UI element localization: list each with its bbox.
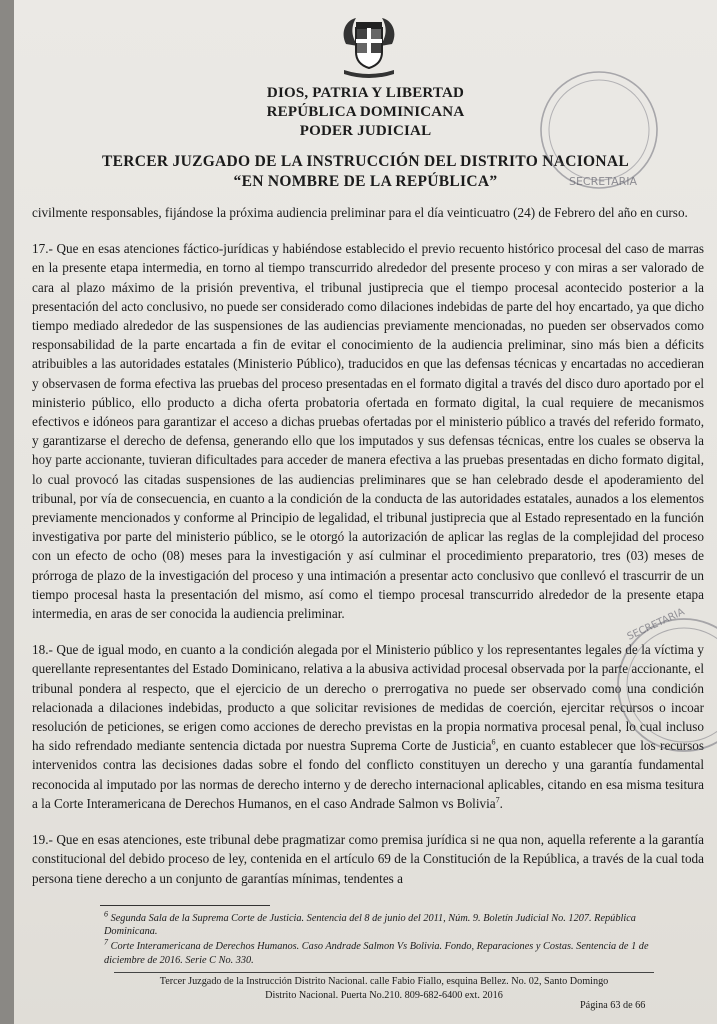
footnote-6-text: Segunda Sala de la Suprema Corte de Justicia. Sentencia del 8 de junio del 2011, Núm. 9. Boletín Judicial No. 1207. República Dominicana.	[104, 913, 636, 938]
secretaria-stamp-right-icon	[599, 600, 717, 770]
paragraph-19: 19.- Que en esas atenciones, este tribunal debe pragmatizar como premisa jurídica si ne qua non, aquella referente a la garantía constitucional del debido proceso de ley, contenida en el artículo 69 de la Constitución de la República, a través de la cual toda persona tiene derecho a un conjunto de garantías mínimas, tendentes a	[32, 832, 704, 886]
footnote-7-text: Corte Interamericana de Derechos Humanos. Caso Andrade Salmon Vs Bolivia. Fondo, Reparaciones y Costas. Sentencia de 1 de diciembre de 2016. Serie C No. 330.	[104, 941, 649, 966]
judicial-branch: PODER JUDICIAL	[299, 123, 432, 139]
stamp-top-text: SECRETARIA	[569, 175, 638, 188]
invocation: “EN NOMBRE DE LA REPÚBLICA”	[233, 173, 498, 190]
paragraph-18-part-3: .	[499, 795, 503, 811]
footnote-ref-6: 6	[491, 737, 496, 747]
footnote-6	[104, 909, 664, 938]
footnote-divider	[100, 905, 270, 906]
country: REPÚBLICA DOMINICANA	[266, 104, 465, 120]
footer-address: Tercer Juzgado de la Instrucción Distrito Nacional. calle Fabio Fiallo, esquina Bellez. No. 02, Santo Domingo	[159, 976, 609, 987]
secretaria-stamp-top-icon	[529, 60, 659, 200]
paragraph-17: 17.- Que en esas atenciones fáctico-jurídicas y habiéndose establecido el previo recuento histórico procesal del caso de marras en la presente etapa intermedia, en torno al tiempo transcurrido alrededor del presente proceso y con miras a ser valorado de cara al plazo máximo de la prisión preventiva, el tribunal justiprecia que el tiempo procesal acontecido posterior a la presentación del acto conclusivo, no puede ser considerado como dilaciones indebidas de parte del hoy encartado, ya que dicho tiempo mediado alrededor de las suspensiones de las audiencias previamente mencionadas, no pueden ser observados como responsabilidad de la parte encartada a fin de evitar el conocimiento de la audiencia preliminar, sino más bien a déficits atribuibles a las autoridades estatales (Ministerio Público), traducidos en que las defensas técnicas y encartadas no accedieran y observasen de forma efectiva las pruebas del proceso presentadas en el formato digital a través del disco duro aportado por el ministerio público, ello producto a dicha oferta probatoria ofertada en formato digital, la cual requiere de mecanismos efectivos e idóneos para garantizar el acceso a dichas pruebas ofertadas por el ministerio público a través del referido formato, y garantizarse el derecho de defensa, generando ello que los imputados y sus defensas técnicas, entre los cuales se observa la hoy parte accionante, tuvieran dificultades para acceder de manera efectiva a las pruebas presentadas en dicho formato digital, lo cual provocó las citadas suspensiones de las audiencias preliminares que se han celebrado desde el apoderamiento del tribunal, por vía de consecuencia, en cuanto a la condición de la conducta de las autoridades estatales, aunados a los elementos previamente mencionados y conforme al Principio de legalidad, el tribunal justiprecia que al Estado representado en la función investigativa por parte del ministerio público, se le otorgó la autorización de aplicar las reglas de la complejidad del proceso con un efecto de ocho (08) meses para la investigación y así culminar el procedimiento preparatorio, tres (03) meses de prórroga de plazo de la investigación del proceso y una intimación a presentar acto conclusivo que conllevó el trascurrir de un tiempo procesal hasta la presentación del mismo, así como el tiempo procesal transcurrido alrededor de la presente etapa intermedia, en aras de ser conocida la audiencia preliminar.	[32, 241, 704, 622]
footnote-ref-7: 7	[495, 795, 500, 805]
footnote-7-mark: 7	[104, 937, 108, 947]
paragraph-continuation: civilmente responsables, fijándose la próxima audiencia preliminar para el día veinticuatro (24) de Febrero del año en curso.	[32, 205, 688, 220]
footer-divider	[114, 972, 654, 973]
page-footer	[114, 975, 654, 1002]
footer-contact: Distrito Nacional. Puerta No.210. 809-682-6400 ext. 2016	[265, 989, 503, 1001]
footnote-6-mark: 6	[104, 909, 108, 919]
footnote-7	[104, 937, 664, 966]
coat-of-arms-icon	[336, 14, 402, 80]
stamp-right-text: SECRETARIA	[625, 606, 687, 643]
page-number: Página 63 de 66	[580, 1000, 646, 1011]
document-body	[32, 203, 704, 905]
document-page	[14, 0, 717, 1024]
court-name: TERCER JUZGADO DE LA INSTRUCCIÓN DEL DISTRITO NACIONAL	[101, 153, 630, 170]
motto: DIOS, PATRIA Y LIBERTAD	[266, 85, 465, 101]
paragraph-18-part-2: , en cuanto establecer que los recursos intervenidos contra las decisiones dadas sobre el fondo del conflicto constituyen un derecho y una garantía fundamental reconocida al imputado por las normas de derecho interno y de derecho internacional aplicables, citando en esa misma tesitura a la Corte Interamericana de Derechos Humanos, en el caso Andrade Salmon vs Bolivia	[32, 738, 704, 811]
footnotes	[104, 909, 664, 969]
paragraph-18-part-1: 18.- Que de igual modo, en cuanto a la condición alegada por el Ministerio público y los representantes legales de la víctima y querellante representantes del Estado Dominicano, relativa a la abusiva actividad procesal observada por la parte accionante, el tribunal pondera al respecto, que el ejercicio de un derecho o prerrogativa no puede ser observado como una condición relacionada a dilaciones indebidas, producto a que solicitar revisiones de medidas de coerción, ejercitar recursos o incoar resolución de peticiones, se erigen como acciones de derecho previstas en la propia normativa procesal penal, lo cual incluso ha sido refrendado mediante sentencia dictada por nuestra Suprema Corte de Justicia	[32, 642, 704, 754]
